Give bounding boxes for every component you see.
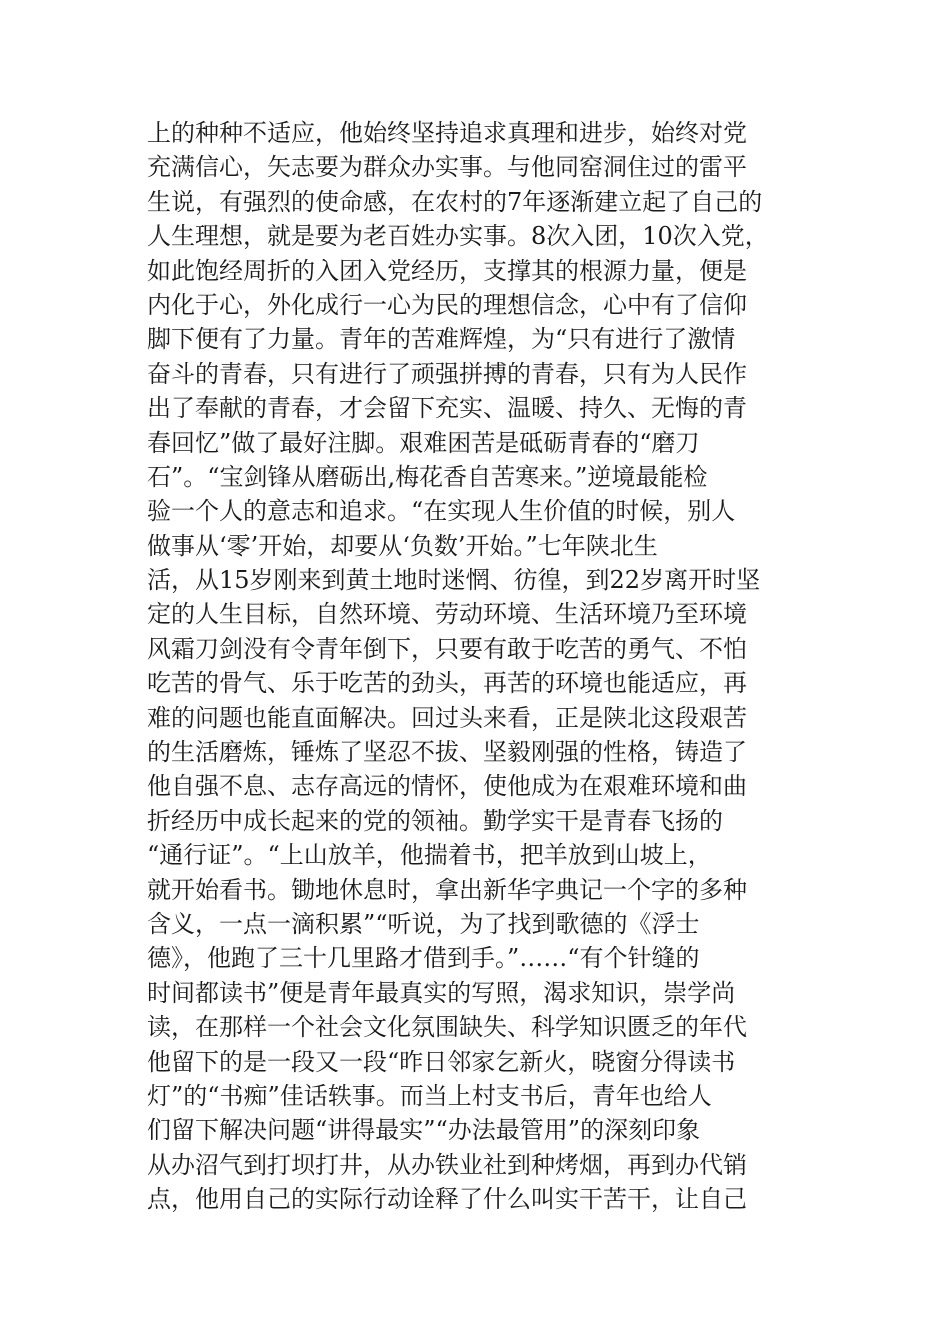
text-line: 人生理想，就是要为老百姓办实事。8次入团，10次入党， (147, 222, 769, 251)
text-line: 活，从15岁刚来到黄土地时迷惘、彷徨，到22岁离开时坚 (147, 566, 761, 595)
text-line: 风霜刀剑没有令青年倒下，只要有敢于吃苦的勇气、不怕 (147, 634, 747, 663)
text-line: 上的种种不适应，他始终坚持追求真理和进步，始终对党 (147, 119, 747, 147)
text-line: 内化于心，外化成行一心为民的理想信念，心中有了信仰 (147, 290, 747, 319)
text-line: 们留下解决问题“讲得最实”“办法最管用”的深刻印象 (147, 1116, 701, 1145)
text-line: 含义，一点一滴积累”“听说，为了找到歌德的《浮士 (147, 909, 700, 938)
text-line: 出了奉献的青春，才会留下充实、温暖、持久、无悔的青 (147, 394, 747, 423)
text-line: 他自强不息、志存高远的情怀，使他成为在艰难环境和曲 (147, 772, 747, 801)
text-line: 点，他用自己的实际行动诠释了什么叫实干苦干，让自己 (147, 1185, 747, 1214)
text-line: 德》，他跑了三十几里路才借到手。”……“有个针缝的 (147, 944, 700, 973)
text-line: 验一个人的意志和追求。“在实现人生价值的时候，别人 (147, 497, 736, 526)
text-line: 奋斗的青春，只有进行了顽强拼搏的青春，只有为人民作 (147, 359, 747, 388)
text-line: 灯”的“书痴”佳话轶事。而当上村支书后，青年也给人 (147, 1081, 712, 1110)
text-line: 难的问题也能直面解决。回过头来看，正是陕北这段艰苦 (147, 703, 747, 732)
text-line: 折经历中成长起来的党的领袖。勤学实干是青春飞扬的 (147, 806, 723, 835)
text-line: 时间都读书”便是青年最真实的写照，渴求知识，崇学尚 (147, 978, 736, 1007)
text-line: 读，在那样一个社会文化氛围缺失、科学知识匮乏的年代 (147, 1013, 747, 1042)
text-line: 做事从‘零’开始，却要从‘负数’开始。”七年陕北生 (147, 531, 658, 560)
text-line: 定的人生目标，自然环境、劳动环境、生活环境乃至环境 (147, 600, 747, 629)
text-line: 如此饱经周折的入团入党经历，支撑其的根源力量，便是 (147, 256, 747, 285)
text-line: 石”。“宝剑锋从磨砺出,梅花香自苦寒来。”逆境最能检 (147, 462, 708, 491)
text-line: 生说，有强烈的使命感，在农村的7年逐渐建立起了自己的 (147, 187, 763, 216)
body-text (147, 116, 807, 1217)
text-line: 从办沼气到打坝打井，从办铁业社到种烤烟，再到办代销 (147, 1150, 747, 1179)
text-line: 他留下的是一段又一段“昨日邻家乞新火，晓窗分得读书 (147, 1047, 736, 1076)
text-line: 的生活磨炼，锤炼了坚忍不拔、坚毅刚强的性格，铸造了 (147, 738, 747, 767)
text-line: “通行证”。“上山放羊，他揣着书，把羊放到山坡上， (147, 841, 712, 870)
text-line: 吃苦的骨气、乐于吃苦的劲头，再苦的环境也能适应，再 (147, 669, 747, 698)
text-line: 就开始看书。锄地休息时，拿出新华字典记一个字的多种 (147, 875, 747, 904)
text-line: 春回忆”做了最好注脚。艰难困苦是砥砺青春的“磨刀 (147, 428, 700, 457)
text-line: 充满信心，矢志要为群众办实事。与他同窑洞住过的雷平 (147, 153, 747, 182)
text-line: 脚下便有了力量。青年的苦难辉煌，为“只有进行了激情 (147, 325, 736, 354)
